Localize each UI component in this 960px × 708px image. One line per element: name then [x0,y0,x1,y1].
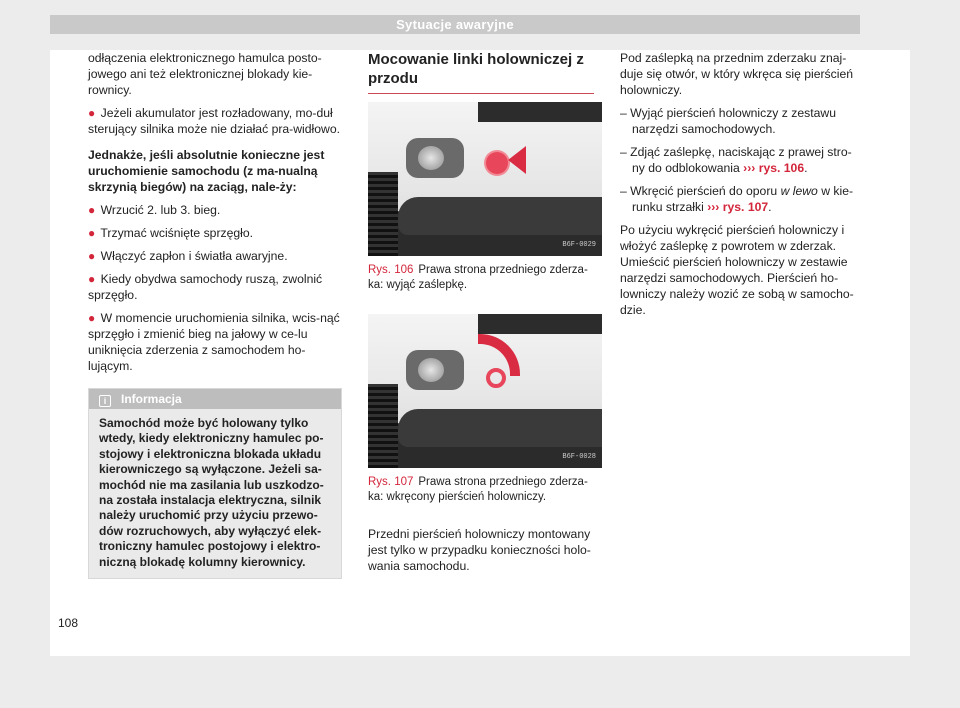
info-box-body: Samochód może być holowany tylko wtedy, kiedy elektroniczny hamulec po-stojowy i elektroniczna blokada układu kierowniczego są wyłączone. Jeżeli sa-mochód nie ma zasilania lub uszkodzo-na została instalacja elektryczna, silnik należy uruchomić przy użyciu przewo-dów rozruchowych, aby wyłączyć elek-troniczny hamulec postojowy i elektro-niczną blokadę kolumny kierownicy. [99,416,324,569]
lower-bumper-shape [398,409,602,447]
fog-lamp-shape [406,138,464,178]
figure-link[interactable]: ››› rys. 107 [707,200,769,214]
bullet-icon: ● [88,311,96,325]
figure-106 [368,102,602,292]
info-box-title: Informacja [121,392,182,406]
lower-bumper-shape [398,197,602,235]
step-item: – Wyjąć pierścień holowniczy z zestawu narzędzi samochodowych. [620,106,836,136]
figure-caption-text: Prawa strona przedniego zderza-ka: wyjąć zaślepkę. [368,264,588,291]
grille-shape [478,102,602,122]
column-middle [368,50,602,581]
figure-link[interactable]: ››› rys. 106 [743,161,805,175]
bullet-icon: ● [88,226,96,240]
figure-ref: Rys. 107 [368,476,414,488]
info-box [88,388,342,579]
list-item [88,248,342,264]
figure-code: B6F-0029 [562,241,596,249]
page-number: 108 [58,616,79,630]
figure-ref: Rys. 106 [368,264,414,276]
bold-paragraph: Jednakże, jeśli absolutnie konieczne jest uruchomienie samochodu (z ma-nualną skrzynią biegów) na zaciąg, nale-ży: [88,148,325,194]
tire-shape [368,384,398,468]
paragraph: Pod zaślepką na przednim zderzaku znaj-duje się otwór, w który wkręca się pierścień holowniczy. [620,51,854,97]
list-item-text: Wrzucić 2. lub 3. bieg. [100,203,221,217]
list-item-text: Jeżeli akumulator jest rozładowany, mo-duł sterujący silnika może nie działać pra-widłowo. [88,106,340,136]
list-item [88,310,342,374]
paragraph: odłączenia elektronicznego hamulca posto-jowego ani też elektronicznej blokady kie-rownicy. [88,51,322,97]
cap-marker-icon [486,152,508,174]
figure-code: B6F-0028 [562,453,596,461]
figure-caption-text: Prawa strona przedniego zderza-ka: wkręcony pierścień holowniczy. [368,476,588,503]
figure-caption [368,475,602,504]
bumper-photo-ring-installed [368,314,602,468]
tire-shape [368,172,398,256]
tow-ring-icon [486,368,506,388]
page-header: Sytuacje awaryjne [50,15,860,34]
bullet-icon: ● [88,106,96,120]
list-item [88,202,342,218]
step-text: Zdjąć zaślepkę, naciskając z prawej stro-ny do odblokowania [630,145,852,175]
list-item [88,271,342,303]
fog-lamp-shape [406,350,464,390]
step-text: w kie-runku strzałki [632,184,854,214]
step-text: Wkręcić pierścień do oporu [630,184,778,198]
press-arrow-icon [508,146,526,174]
list-item [88,225,342,241]
column-left [88,50,342,579]
paragraph: Po użyciu wykręcić pierścień holowniczy i włożyć zaślepkę z powrotem w zderzak. Umieścić pierścień holowniczy w zestawie narzędzi samochodowych. Pierścień ho-lowniczy należy wozić ze sobą w samocho-dzie. [620,223,854,317]
column-right [620,50,858,325]
step-item: – Zdjąć zaślepkę, naciskając z prawej stro-ny do odblokowania ››› rys. 106. [620,145,852,175]
list-item-text: Trzymać wciśnięte sprzęgło. [100,226,254,240]
grille-shape [478,314,602,334]
figure-caption [368,263,602,292]
paragraph: Przedni pierścień holowniczy montowany jest tylko w przypadku konieczności holo-wania samochodu. [368,527,591,573]
info-box-header [89,389,341,409]
figure-107 [368,314,602,504]
list-item-text: Włączyć zapłon i światła awaryjne. [100,249,288,263]
section-title: Mocowanie linki holowniczej z przodu [368,50,594,94]
step-text: Wyjąć pierścień holowniczy z zestawu narzędzi samochodowych. [630,106,836,136]
step-emphasis: w lewo [780,184,818,198]
bullet-icon: ● [88,203,96,217]
list-item-text: Kiedy obydwa samochody ruszą, zwolnić sprzęgło. [88,272,323,302]
bullet-icon: ● [88,272,96,286]
list-item [88,105,342,137]
info-icon: i [99,395,111,407]
step-item: – Wkręcić pierścień do oporu w lewo w kie-runku strzałki ››› rys. 107. [620,184,854,214]
bullet-icon: ● [88,249,96,263]
bumper-photo-cap-removal [368,102,602,256]
list-item-text: W momencie uruchomienia silnika, wcis-nąć sprzęgło i zmienić bieg na jałowy w ce-lu uniknięcia zderzenia z samochodem ho-lującym. [88,311,340,373]
